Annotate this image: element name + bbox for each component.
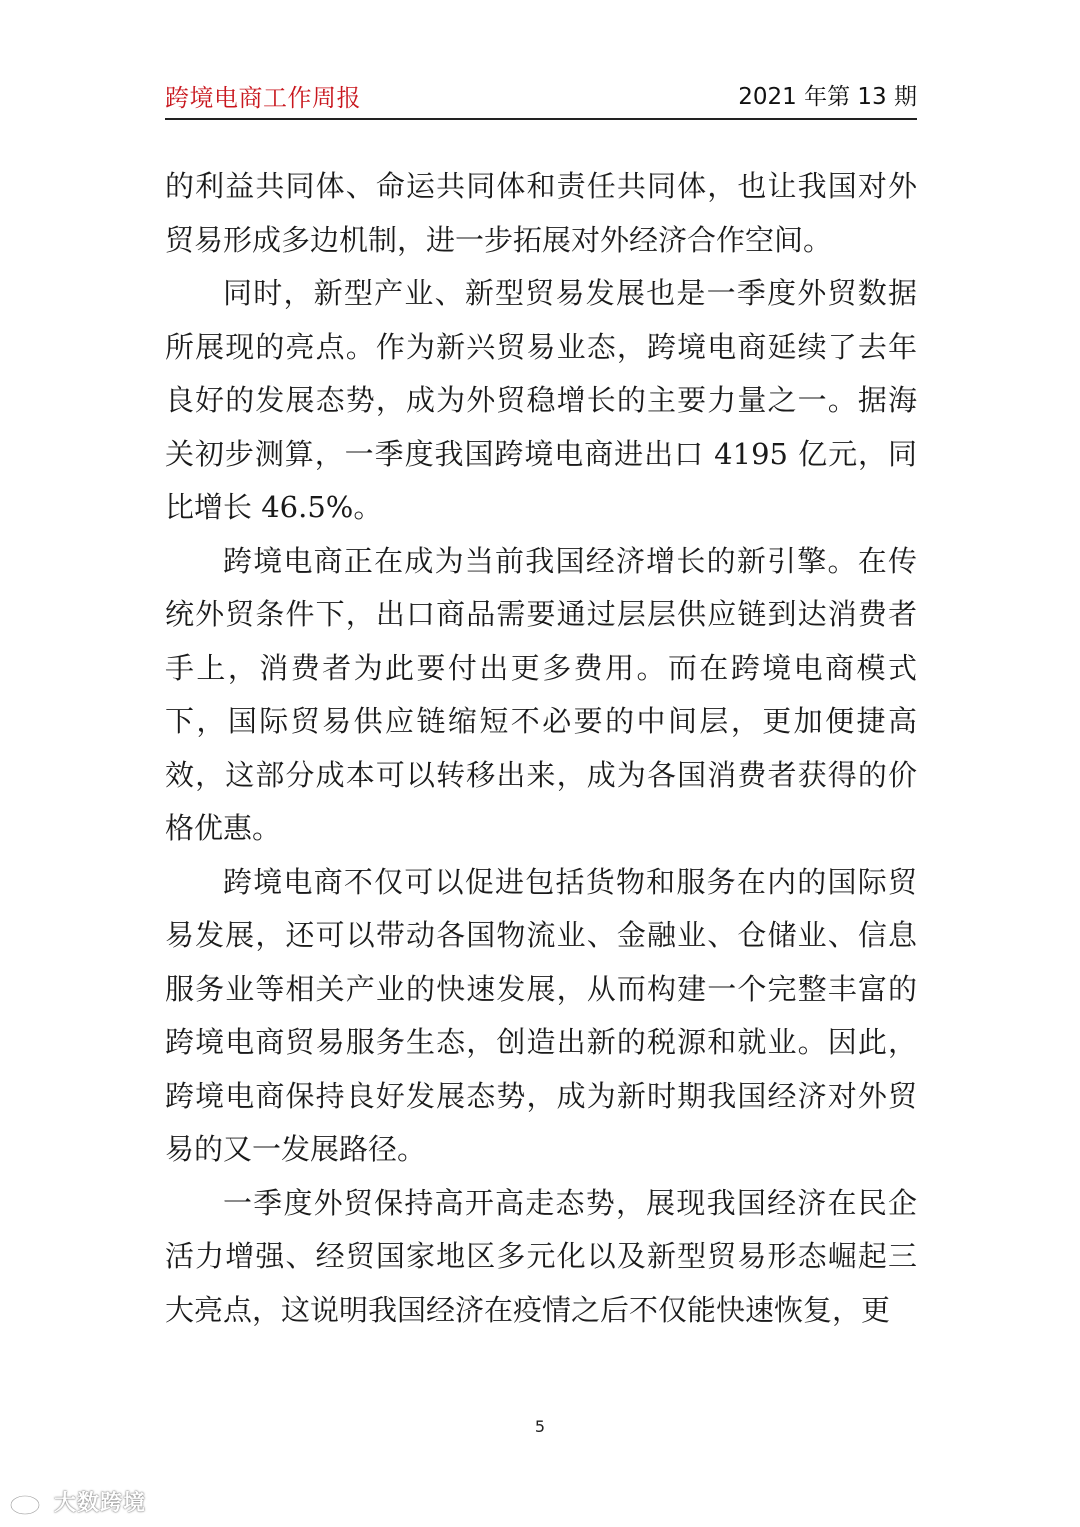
page-header <box>165 78 917 114</box>
paragraph-3: 跨境电商正在成为当前我国经济增长的新引擎。在传统外贸条件下，出口商品需要通过层层供应链到达消费者手上，消费者为此要付出更多费用。而在跨境电商模式下，国际贸易供应链缩短不必要的中间层，更加便捷高效，这部分成本可以转移出来，成为各国消费者获得的价格优惠。 <box>165 543 917 845</box>
paragraph-4: 跨境电商不仅可以促进包括货物和服务在内的国际贸易发展，还可以带动各国物流业、金融业、仓储业、信息服务业等相关产业的快速发展，从而构建一个完整丰富的跨境电商贸易服务生态，创造出新的税源和就业。因此，跨境电商保持良好发展态势，成为新时期我国经济对外贸易的又一发展路径。 <box>165 864 917 1166</box>
report-title: 跨境电商工作周报 <box>165 84 361 112</box>
paragraph-5: 一季度外贸保持高开高走态势，展现我国经济在民企活力增强、经贸国家地区多元化以及新型贸易形态崛起三大亮点，这说明我国经济在疫情之后不仅能快速恢复，更 <box>165 1185 917 1327</box>
paragraph-1: 的利益共同体、命运共同体和责任共同体，也让我国对外贸易形成多边机制，进一步拓展对外经济合作空间。 <box>165 169 917 257</box>
issue-number: 2021 年第 13 期 <box>738 84 917 110</box>
page-number: 5 <box>534 1417 546 1436</box>
article-body <box>165 160 917 1337</box>
header-divider <box>165 118 917 120</box>
watermark-text: 大数跨境 <box>54 1490 147 1516</box>
paragraph-2: 同时，新型产业、新型贸易发展也是一季度外贸数据所展现的亮点。作为新兴贸易业态，跨境电商延续了去年良好的发展态势，成为外贸稳增长的主要力量之一。据海关初步测算，一季度我国跨境电商进出口 4195 亿元，同比增长 46.5%。 <box>165 276 917 524</box>
watermark <box>8 1484 146 1518</box>
weibo-icon <box>8 1486 48 1516</box>
